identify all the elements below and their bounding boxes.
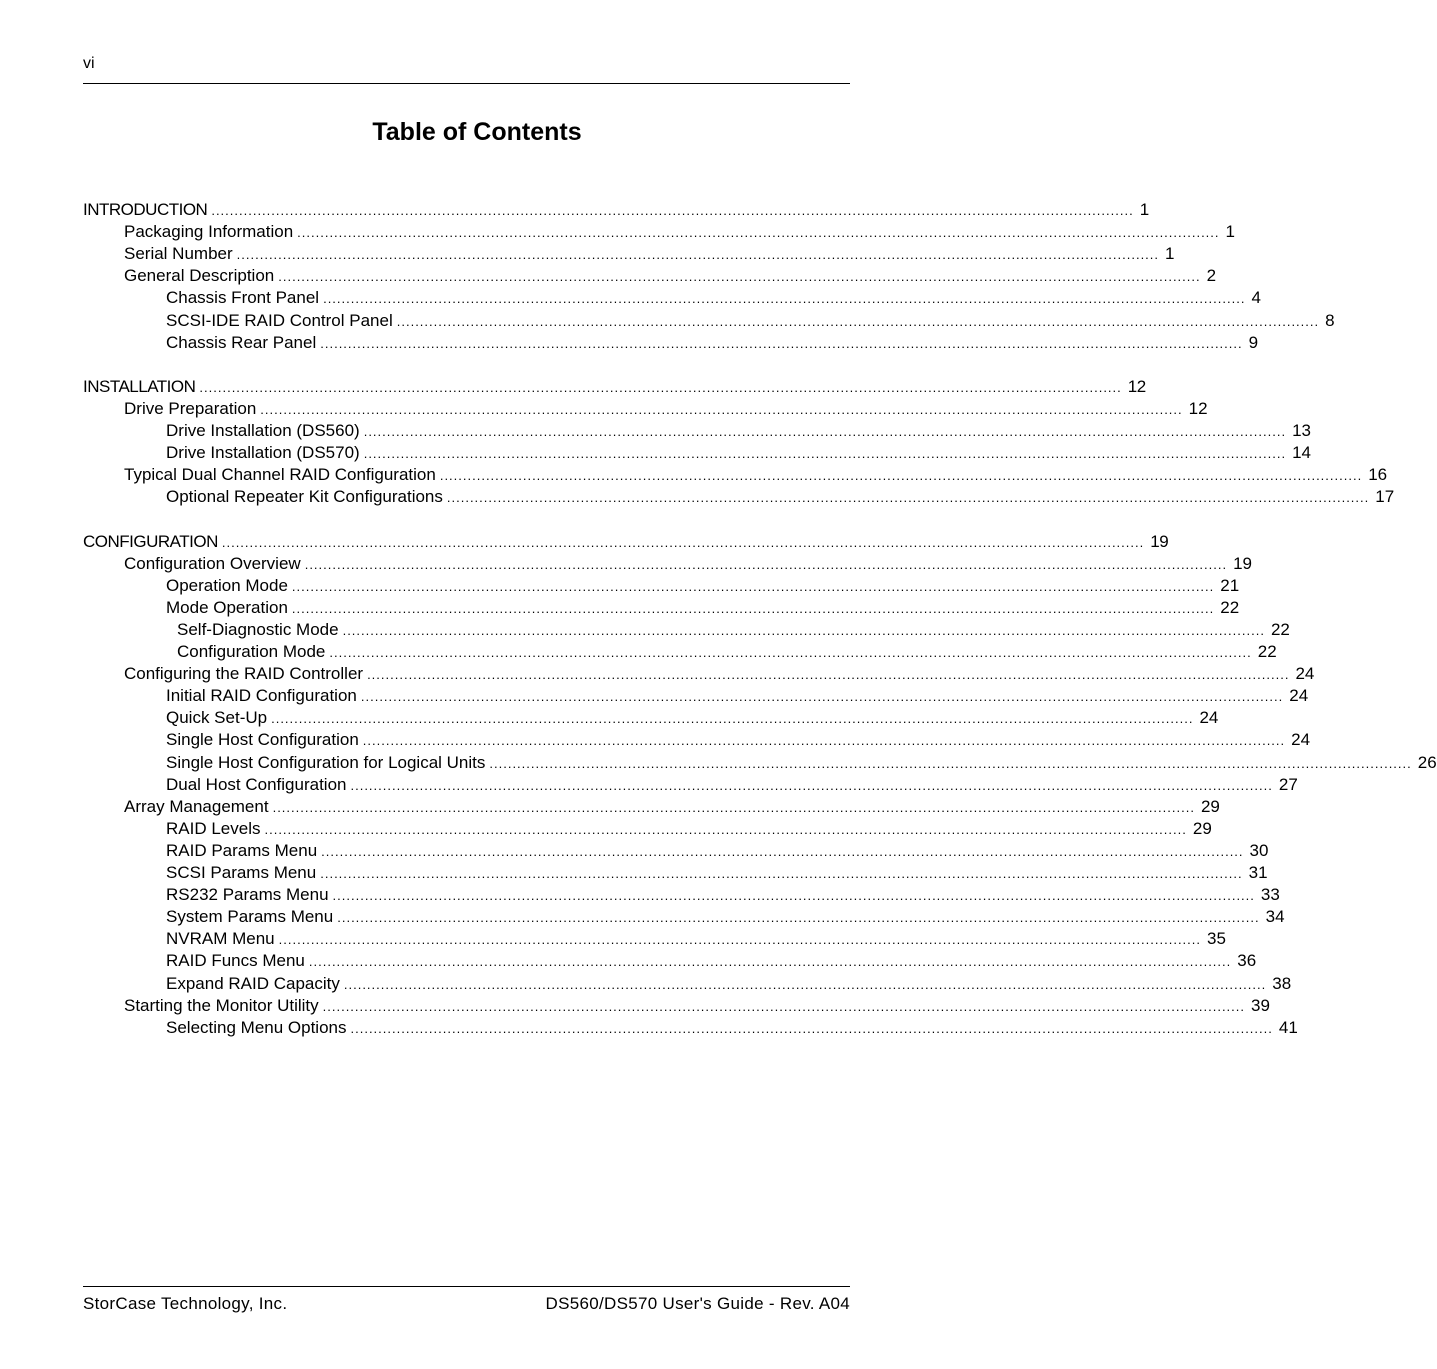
toc-entry-title: SCSI-IDE RAID Control Panel [166,310,393,330]
toc-dot-leader: ........................................................................................................................................................................................................ [362,733,1286,749]
toc-entry[interactable] [124,243,1175,265]
toc-entry[interactable] [124,796,1220,818]
toc-dot-leader: ........................................................................................................................................................................................................ [304,556,1228,572]
toc-entry[interactable] [166,840,1269,862]
toc-entry-page: 2 [1206,266,1217,286]
toc-entry[interactable] [166,442,1311,464]
toc-entry-title: Initial RAID Configuration [166,686,357,706]
toc-entry[interactable] [166,729,1311,751]
toc-entry[interactable] [83,376,1146,398]
toc-entry[interactable] [166,752,1437,774]
toc-dot-leader: ........................................................................................................................................................................................................ [320,866,1243,881]
toc-entry[interactable] [166,884,1280,906]
toc-entry-page: 1 [1225,222,1235,242]
toc-entry[interactable] [124,265,1217,287]
toc-entry-page: 41 [1278,1017,1298,1037]
toc-entry-title: RAID Levels [166,818,261,838]
toc-dot-leader: ........................................................................................................................................................................................................ [199,379,1122,395]
toc-dot-leader: ........................................................................................................................................................................................................ [446,490,1370,506]
toc-entry-title: Quick Set-Up [166,708,268,728]
toc-entry[interactable] [166,332,1259,354]
toc-entry-page: 36 [1237,951,1257,971]
toc-entry-page: 27 [1278,774,1298,794]
toc-entry-title: NVRAM Menu [166,929,275,949]
toc-entry-title: Drive Installation (DS570) [166,443,360,463]
toc-dot-leader: ........................................................................................................................................................................................................ [272,799,1195,815]
toc-entry[interactable] [166,906,1285,928]
toc-entry[interactable] [124,663,1315,685]
toc-dot-leader: ........................................................................................................................................................................................................ [396,313,1320,329]
toc-entry[interactable] [166,950,1257,972]
toc-entry-title: Array Management [124,796,269,816]
toc-entry-page: 33 [1260,885,1280,905]
toc-entry-page: 13 [1292,421,1311,440]
toc-dot-leader: ........................................................................................................................................................................................................ [350,1020,1273,1036]
toc-entry[interactable] [166,420,1311,442]
toc-entry-title: Serial Number [124,244,233,264]
toc-entry[interactable] [166,818,1212,840]
toc-entry-title: General Description [124,266,275,286]
toc-entry[interactable] [177,641,1277,663]
toc-entry-title: RS232 Params Menu [166,885,329,905]
toc-entry-page: 35 [1207,929,1226,949]
header-rule [83,83,850,84]
toc-dot-leader: ........................................................................................................................................................................................................ [320,335,1243,351]
page-number: vi [83,55,95,72]
toc-entry-page: 1 [1165,244,1175,264]
toc-dot-leader: ........................................................................................................................................................................................................ [337,910,1260,926]
toc-entry-title: Self-Diagnostic Mode [177,619,339,639]
toc-dot-leader: ........................................................................................................................................................................................................ [278,932,1202,948]
toc-entry-title: Starting the Monitor Utility [124,995,319,1015]
toc-entry-title: Packaging Information [124,222,294,242]
toc-entry-page: 4 [1251,288,1261,308]
toc-entry-title: Dual Host Configuration [166,774,347,794]
toc-entry[interactable] [166,1017,1298,1039]
toc-entry-title: INSTALLATION [83,376,196,396]
toc-entry[interactable] [166,862,1268,884]
footer-rule [83,1286,850,1287]
toc-entry-title: System Params Menu [166,907,334,927]
toc-entry-title: Drive Installation (DS560) [166,421,360,440]
toc-entry-title: Configuration Mode [177,642,326,661]
toc-entry-title: Chassis Front Panel [166,288,320,308]
toc-entry[interactable] [166,928,1226,950]
toc-entry-page: 24 [1199,708,1219,728]
toc-entry-page: 12 [1188,398,1208,418]
toc-entry[interactable] [124,553,1252,575]
toc-entry-title: INTRODUCTION [83,200,208,219]
toc-entry-page: 21 [1220,575,1240,595]
toc-dot-leader: ........................................................................................................................................................................................................ [321,843,1244,859]
toc-entry[interactable] [124,995,1270,1017]
toc-dot-leader: ........................................................................................................................................................................................................ [343,976,1267,992]
toc-entry[interactable] [166,575,1240,597]
page-title: Table of Contents [372,118,582,146]
toc-entry-title: RAID Funcs Menu [166,951,305,971]
toc-entry-page: 26 [1417,752,1437,772]
toc-entry[interactable] [83,531,1169,553]
toc-entry-title: Chassis Rear Panel [166,332,317,352]
toc-entry-title: Typical Dual Channel RAID Configuration [124,465,436,485]
toc-entry-page: 22 [1270,619,1290,639]
toc-entry-page: 29 [1192,818,1212,838]
toc-entry[interactable] [177,619,1290,641]
toc-dot-leader: ........................................................................................................................................................................................................ [264,821,1187,837]
toc-entry-page: 29 [1200,796,1220,816]
toc-dot-leader: ........................................................................................................................................................................................................ [297,225,1220,241]
toc-entry-page: 24 [1291,730,1311,750]
toc-entry[interactable] [166,973,1292,995]
toc-entry-page: 38 [1272,973,1292,993]
toc-entry-title: CONFIGURATION [83,531,218,551]
toc-dot-leader: ........................................................................................................................................................................................................ [350,777,1273,793]
toc-dot-leader: ........................................................................................................................................................................................................ [291,578,1215,594]
toc-entry[interactable] [166,287,1261,309]
toc-entry-page: 39 [1251,995,1270,1015]
footer-document: DS560/DS570 User's Guide - Rev. A04 [545,1294,850,1313]
toc-entry[interactable] [166,685,1309,707]
toc-dot-leader: ........................................................................................................................................................................................................ [329,645,1252,660]
toc-entry-page: 12 [1127,376,1146,396]
toc-dot-leader: ........................................................................................................................................................................................................ [236,247,1160,263]
toc-dot-leader: ........................................................................................................................................................................................................ [323,291,1246,307]
toc-entry-title: RAID Params Menu [166,840,318,860]
toc-entry-page: 24 [1289,686,1309,706]
toc-entry-title: Configuration Overview [124,553,301,573]
toc-entry-title: Single Host Configuration [166,730,359,750]
toc-entry[interactable] [166,597,1240,619]
toc-dot-leader: ........................................................................................................................................................................................................ [291,600,1215,616]
toc-entry-title: Operation Mode [166,575,288,595]
toc-entry-page: 17 [1375,487,1395,507]
toc-entry-title: Optional Repeater Kit Configurations [166,487,443,507]
toc-entry-title: Expand RAID Capacity [166,973,340,993]
toc-entry-page: 1 [1139,200,1149,219]
toc-dot-leader: ........................................................................................................................................................................................................ [367,667,1290,683]
toc-entry[interactable] [166,707,1219,729]
toc-dot-leader: ........................................................................................................................................................................................................ [360,689,1284,705]
toc-entry-page: 22 [1257,642,1277,661]
toc-dot-leader: ........................................................................................................................................................................................................ [260,401,1183,417]
toc-dot-leader: ........................................................................................................................................................................................................ [278,269,1201,285]
toc-entry[interactable] [166,310,1335,332]
toc-entry-title: Selecting Menu Options [166,1017,347,1037]
toc-entry[interactable] [124,398,1208,420]
toc-entry-page: 19 [1233,553,1252,573]
toc-entry-title: Mode Operation [166,597,288,617]
toc-entry-title: Drive Preparation [124,398,257,418]
toc-dot-leader: ........................................................................................................................................................................................................ [439,468,1363,484]
toc-entry-page: 31 [1248,863,1268,882]
toc-entry-page: 19 [1150,531,1169,551]
toc-entry[interactable] [124,221,1235,243]
toc-entry-title: Configuring the RAID Controller [124,664,364,684]
toc-dot-leader: ........................................................................................................................................................................................................ [332,888,1255,904]
toc-dot-leader: ........................................................................................................................................................................................................ [342,622,1265,638]
toc-entry-page: 22 [1220,597,1240,617]
toc-entry-page: 30 [1249,840,1269,860]
toc-dot-leader: ........................................................................................................................................................................................................ [363,446,1287,462]
toc-entry-page: 34 [1265,907,1285,927]
toc-entry[interactable] [166,774,1298,796]
toc-entry-page: 24 [1295,664,1315,684]
toc-entry-page: 16 [1368,465,1388,485]
toc-dot-leader: ........................................................................................................................................................................................................ [322,998,1246,1014]
toc-dot-leader: ........................................................................................................................................................................................................ [211,203,1134,218]
toc-entry-title: SCSI Params Menu [166,863,317,882]
toc-entry[interactable] [124,464,1388,486]
toc-entry-page: 9 [1248,332,1259,352]
toc-entry-page: 8 [1325,310,1335,330]
footer-company: StorCase Technology, Inc. [83,1294,288,1313]
toc-entry-page: 14 [1292,443,1311,463]
toc-entry-title: Single Host Configuration for Logical Units [166,752,486,772]
toc-entry[interactable] [166,486,1395,508]
toc-dot-leader: ........................................................................................................................................................................................................ [308,954,1232,970]
toc-dot-leader: ........................................................................................................................................................................................................ [363,424,1287,439]
toc-dot-leader: ........................................................................................................................................................................................................ [271,711,1194,727]
toc-entry[interactable] [83,199,1149,221]
toc-dot-leader: ........................................................................................................................................................................................................ [221,534,1145,550]
toc-dot-leader: ........................................................................................................................................................................................................ [489,755,1412,771]
